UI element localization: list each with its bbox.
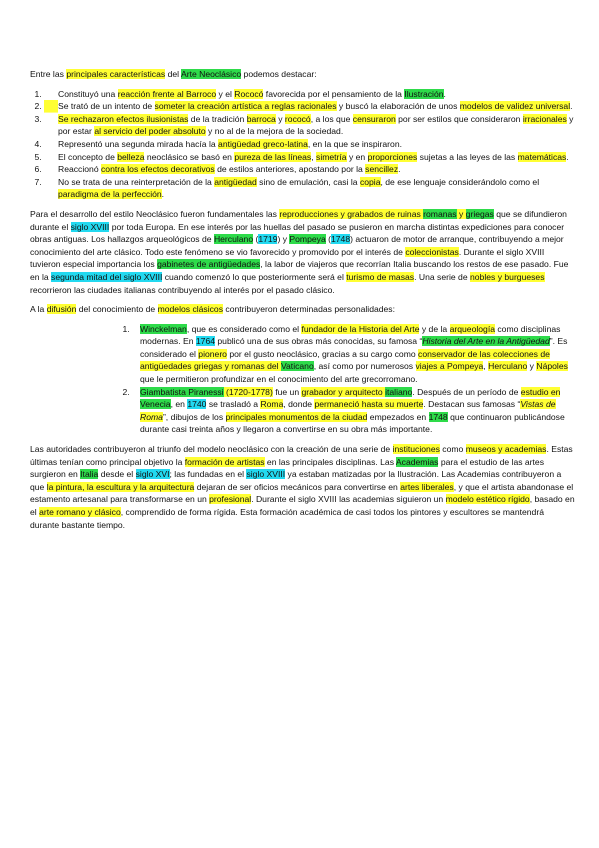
highlighted-text: modelo estético rígido: [445, 494, 530, 505]
text-run: que le permitieron profundizar en el conocimiento del arte grecorromano.: [140, 374, 418, 385]
highlighted-text: antigüedad: [214, 176, 257, 187]
highlighted-text: sencillez: [365, 164, 399, 175]
text-run: contribuyeron determinadas personalidades:: [223, 304, 395, 315]
personalities-list: [118, 323, 575, 436]
text-run: ”, dibujos de los: [162, 411, 226, 422]
characteristics-list: [30, 88, 575, 201]
list-item-winckelman: [132, 323, 575, 386]
highlighted-text: Pompeya: [447, 361, 484, 372]
highlighted-text: arqueología: [449, 323, 495, 334]
highlighted-text: formación de artistas: [184, 456, 265, 467]
text-run: ) actuaron de motor de arranque, contribuyendo a mejor conocimiento del arte clásico. Todo este fenómeno se vio favorecido y promovido por el interés de: [30, 234, 564, 257]
text-run: , basado en el: [30, 494, 575, 517]
text-run: fue un: [272, 386, 302, 397]
text-run: del conocimiento de: [76, 304, 158, 315]
paragraph-academies: [30, 443, 575, 531]
highlighted-text: siglo XVIII: [246, 469, 286, 480]
highlighted-text: copia: [359, 176, 381, 187]
text-run: .: [161, 189, 165, 200]
text-run: . Después de un período de: [412, 386, 521, 397]
highlighted-text: 1719: [258, 234, 278, 245]
text-run: recorrieron las ciudades italianas contribuyendo al interés por el pasado clásico.: [30, 284, 335, 295]
highlighted-text: Arte Neoclásico: [180, 69, 242, 79]
text-run: , en la que se inspiraron.: [307, 138, 402, 149]
text-run: por el gusto neoclásico, gracias a su cargo como: [226, 348, 419, 359]
text-run: ; las fundadas en el: [169, 469, 247, 480]
text-run: del: [165, 69, 181, 79]
highlighted-text: 1748: [330, 234, 351, 245]
text-run: .: [398, 164, 401, 175]
highlighted-text: antigüedad greco-latina: [218, 138, 308, 149]
highlighted-text: Historia del Arte en la Antigüedad: [422, 336, 550, 347]
text-run: Reaccionó: [58, 164, 101, 175]
text-run: que se difundieron durante el: [30, 208, 567, 232]
text-run: sujetas a las leyes de las: [417, 151, 518, 162]
list-item: [44, 163, 575, 176]
highlighted-text: 1764: [195, 336, 216, 347]
highlighted-text: Giambatista Piranessi: [140, 386, 224, 397]
highlighted-text: turismo de masas: [346, 271, 415, 282]
text-run: Entre las: [30, 69, 67, 79]
text-run: Para el desarrollo del estilo Neoclásico fueron fundamentales las: [30, 208, 280, 219]
highlighted-text: Herculano: [213, 234, 254, 245]
text-run: ,: [483, 361, 489, 372]
highlighted-text: censuraron: [352, 113, 396, 124]
list-item: [44, 151, 575, 164]
highlighted-text: y: [456, 208, 466, 219]
text-run: , en: [170, 399, 188, 410]
highlighted-text: permaneció hasta su muerte: [314, 399, 424, 410]
text-run: , que es considerado como el: [186, 323, 302, 334]
highlighted-text: siglo XVI: [135, 469, 170, 480]
text-run: (: [325, 234, 331, 245]
text-run: sino de emulación, casi la: [256, 176, 360, 187]
text-run: se trasladó a: [206, 399, 261, 410]
text-run: favorecida por el pensamiento de la: [263, 88, 405, 99]
text-run: como: [439, 444, 466, 455]
highlighted-text: Historia del Arte: [358, 323, 420, 334]
text-run: El concepto de: [58, 151, 118, 162]
text-run: Las autoridades contribuyeron al triunfo del modelo neoclásico con la creación de una serie de: [30, 444, 393, 455]
highlighted-text: Vistas de Roma: [140, 399, 556, 422]
highlighted-text: difusión: [46, 304, 77, 315]
text-run: . Estas últimas tenían como principal objetivo la: [30, 444, 573, 467]
text-run: Representó una segunda mirada hacía la: [58, 138, 219, 149]
text-run: ya estaban matizadas por la Ilustración. Las Academias contribuyeron a que: [30, 469, 562, 492]
highlighted-text: Vaticano: [280, 361, 314, 372]
highlighted-text: 1740: [187, 399, 207, 410]
text-run: . Durante el siglo XVIII tuvieron especial importancia los: [30, 246, 545, 270]
text-run: y: [275, 113, 285, 124]
highlighted-text: Nápoles: [536, 361, 568, 372]
text-run: y el: [216, 88, 235, 99]
list-item-piranessi: [132, 386, 575, 436]
text-run: podemos destacar:: [241, 69, 317, 79]
list-item: [44, 88, 575, 101]
text-run: , y que el artista abandonase el estamento artesanal para transformarse en un: [30, 481, 574, 505]
highlighted-text: estudio en: [520, 386, 561, 397]
text-run: , comprendido de forma rígida. Esta formación académica de casi todos los pintores y escultores se mantendrá durante bastante tiempo.: [30, 507, 544, 530]
text-run: ) y: [277, 234, 290, 245]
highlighted-text: Rococó: [234, 88, 264, 99]
text-run: y por estar: [58, 113, 574, 137]
text-run: y buscó la elaboración de unos: [336, 101, 460, 112]
text-run: ,: [311, 151, 317, 162]
highlighted-text: nobles y burgueses: [469, 271, 545, 282]
text-run: .: [566, 151, 569, 162]
text-run: desde el: [98, 469, 136, 480]
highlighted-text: grabador y arquitecto: [301, 386, 386, 397]
highlighted-text: Herculano: [488, 361, 528, 372]
highlighted-text: (1720-1778): [223, 386, 273, 397]
text-run: por ser estilos que consideraron: [395, 113, 523, 124]
text-run: Constituyó una: [58, 88, 118, 99]
text-run: neoclásico se basó en: [144, 151, 235, 162]
highlighted-text: reacción frente al: [117, 88, 187, 99]
list-item: [44, 113, 575, 138]
highlighted-text: pureza de las líneas: [234, 151, 312, 162]
highlighted-text: profesional: [209, 494, 252, 505]
highlighted-text: italiano: [385, 386, 413, 397]
highlighted-text: modelos clásicos: [157, 304, 224, 315]
text-run: , de ese lenguaje considerándolo como el: [380, 176, 540, 187]
highlighted-text: museos y academias: [465, 444, 547, 455]
text-run: cuando comenzó lo que posteriormente será el: [162, 271, 347, 282]
highlighted-text: Pompeya: [289, 234, 326, 245]
list-item: [44, 100, 575, 113]
text-run: Se trató de un intento de: [58, 101, 155, 112]
highlighted-text: gabinetes de antigüedades: [157, 259, 261, 270]
text-run: ”. Es considerado el: [140, 336, 568, 359]
highlighted-text: romanas: [423, 208, 457, 219]
highlighted-text: barroca: [246, 113, 276, 124]
text-run: , a los que: [310, 113, 353, 124]
text-run: que continuaron publicándose durante casi treinta años y llegaron a convertirse en su obra más importante.: [140, 411, 565, 435]
highlighted-text: reproducciones y grabados de ruinas: [279, 208, 424, 219]
text-run: de estilos anteriores, apostando por la: [214, 164, 366, 175]
text-run: , así como por numerosos: [313, 361, 416, 372]
highlighted-text: paradigma de la perfección: [58, 189, 162, 200]
text-run: , la labor de viajeros que recorrían Italia buscando los restos de ese pasado. Fue en la: [30, 259, 569, 282]
highlighted-text: proporciones: [367, 151, 418, 162]
list-item: [44, 138, 575, 151]
text-run: como disciplinas modernas. En: [140, 323, 561, 347]
text-run: y no al de la mejora de la sociedad.: [205, 126, 344, 137]
highlighted-text: Ilustración: [404, 88, 444, 99]
text-run: , donde: [283, 399, 315, 410]
highlighted-text: modelos de validez universal: [459, 101, 571, 112]
text-run: A la: [30, 304, 47, 315]
highlighted-text: segunda mitad del siglo XVIII: [51, 271, 163, 282]
highlighted-text: griegas: [465, 208, 494, 219]
text-run: No se trata de una reinterpretación de la: [58, 176, 215, 187]
highlighted-text: fundador de la: [301, 323, 359, 334]
text-run: . Una serie de: [414, 271, 470, 282]
highlighted-text: pionero: [198, 348, 227, 359]
intro-paragraph: [30, 68, 575, 81]
highlighted-text: Roma: [260, 399, 284, 410]
text-run: y de la: [419, 323, 450, 334]
text-run: para el estudio de las artes surgieron en: [30, 456, 545, 480]
highlighted-text: Academias: [395, 456, 439, 467]
highlighted-text: contra los efectos decorativos: [101, 164, 215, 175]
highlighted-text: simetría: [316, 151, 347, 162]
highlighted-text: irracionales: [522, 113, 567, 124]
highlighted-text: Winckelman: [140, 323, 187, 334]
text-run: .: [443, 88, 446, 99]
list-item: [44, 176, 575, 201]
highlighted-text: siglo XVIII: [70, 221, 110, 232]
text-run: y: [527, 361, 537, 372]
highlighted-text: matemáticas: [517, 151, 567, 162]
highlighted-text: artes liberales: [400, 481, 454, 492]
highlighted-text: principales características: [66, 69, 166, 79]
highlighted-text: Italia: [80, 469, 99, 480]
text-run: publicó una de sus obras más conocidas, su famosa “: [215, 336, 423, 347]
highlighted-text: Venecia: [140, 399, 171, 410]
highlighted-text: Barroco: [186, 88, 217, 99]
text-run: por toda Europa. En ese interés por las huellas del pasado se pusieron en marcha distintas expediciones para conocer obras antiguas. Los hallazgos arqueológicos de: [30, 221, 565, 245]
highlighted-text: 1748: [428, 411, 448, 422]
highlighted-text: Se rechazaron efectos ilusionistas: [58, 113, 189, 124]
highlighted-text: instituciones: [392, 444, 440, 455]
highlighted-text: rococó: [284, 113, 311, 124]
highlighted-text: al servicio del poder absoluto: [94, 126, 206, 137]
highlighted-text: la pintura, la escultura y la arquitectura: [46, 481, 195, 492]
paragraph-diffusion: [30, 303, 575, 316]
text-run: en las principales disciplinas. Las: [264, 456, 396, 467]
highlighted-text: belleza: [117, 151, 145, 162]
highlighted-text: principales monumentos de la ciudad: [225, 411, 368, 422]
highlighted-text: viajes a: [415, 361, 448, 372]
text-run: empezados en: [367, 411, 429, 422]
text-run: .: [570, 101, 573, 112]
highlighted-text: conservador de las colecciones de antigüedades griegas y romanas del: [140, 348, 550, 372]
highlighted-text: arte romano y clásico: [39, 507, 121, 517]
text-run: (: [253, 234, 259, 245]
highlighted-text: someter la creación artística a reglas racionales: [154, 101, 337, 112]
text-run: . Durante el siglo XVIII las academias siguieron un: [251, 494, 446, 505]
document-body: [30, 68, 575, 538]
text-run: de la tradición: [188, 113, 247, 124]
paragraph-reproductions: [30, 208, 575, 296]
text-run: y en: [346, 151, 368, 162]
highlighted-text: coleccionistas: [405, 246, 459, 257]
text-run: . Destacan sus famosas “: [423, 399, 521, 410]
text-run: dejaran de ser oficios mecánicos para convertirse en: [194, 481, 401, 492]
